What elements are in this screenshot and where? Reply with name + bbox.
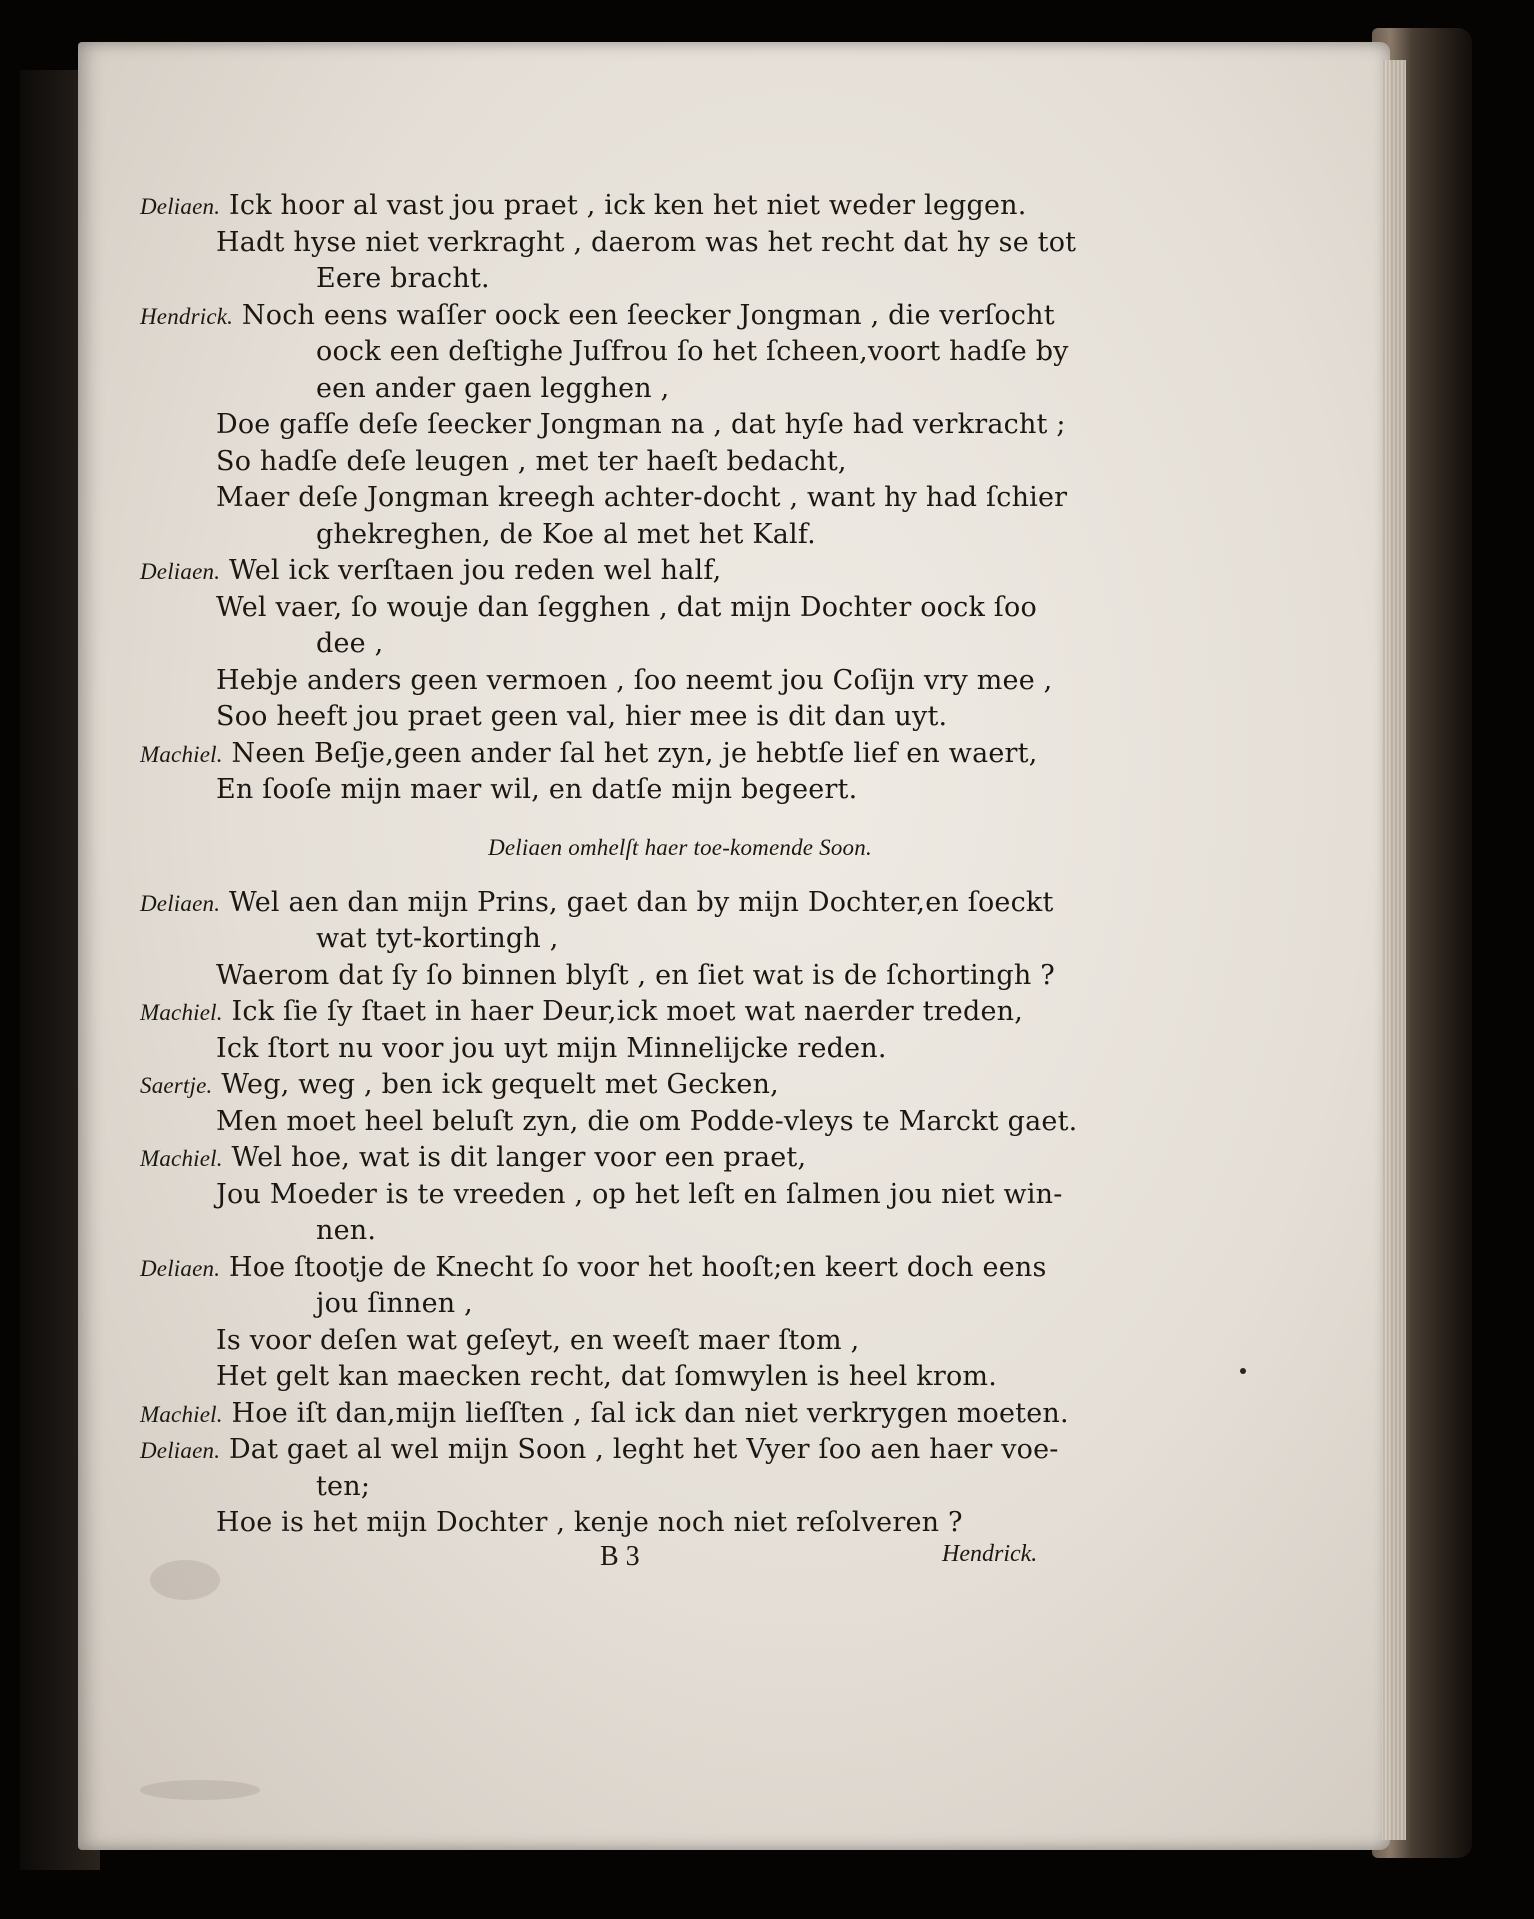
dialogue: ghekreghen, de Koe al met het Kalf. xyxy=(316,518,816,550)
dialogue: nen. xyxy=(316,1215,377,1246)
dialogue: Hebje anders geen vermoen , ſoo neemt jou Coſijn vry mee , xyxy=(216,664,1053,696)
dialogue: Maer deſe Jongman kreegh achter-docht , want hy had ſchier xyxy=(216,482,1068,513)
speaker-name: Deliaen. xyxy=(140,194,221,219)
speaker-name: Deliaen. xyxy=(140,559,221,584)
speaker-name: Machiel. xyxy=(140,741,223,767)
dialogue: Soo heeft jou praet geen val, hier mee is dit dan uyt. xyxy=(216,701,948,732)
text-line xyxy=(140,444,1140,481)
dialogue: dee , xyxy=(316,628,384,659)
text-line xyxy=(140,407,1140,444)
dialogue: ten; xyxy=(316,1470,371,1502)
text-line xyxy=(140,261,1140,298)
text-line xyxy=(140,371,1140,408)
text-line xyxy=(140,1140,1140,1177)
dialogue: een ander gaen legghen , xyxy=(316,372,670,404)
text-line xyxy=(140,958,1140,995)
dialogue: Hadt hyse niet verkraght , daerom was het recht dat hy se tot xyxy=(216,226,1077,258)
stain xyxy=(140,1780,260,1800)
dialogue: Wel ick verſtaen jou reden wel half, xyxy=(220,555,722,586)
speaker-name: Deliaen. xyxy=(140,1438,221,1463)
text-line xyxy=(140,626,1140,663)
dialogue: Hoe iſt dan,mijn lieſſten , ſal ick dan niet verkrygen moeten. xyxy=(222,1397,1069,1429)
text-line xyxy=(140,1213,1140,1250)
dialogue: oock een deſtighe Juſfrou ſo het ſcheen,voort hadſe by xyxy=(316,336,1069,367)
catchword: Hendrick. xyxy=(942,1541,1038,1567)
dialogue: Jou Moeder is te vreeden , op het leſt en ſalmen jou niet win- xyxy=(216,1178,1063,1210)
text-line xyxy=(140,553,1140,590)
text-line xyxy=(140,885,1140,922)
text-line xyxy=(140,225,1140,262)
page-edges xyxy=(1382,60,1406,1840)
dialogue: En ſooſe mijn maer wil, en datſe mijn begeert. xyxy=(216,774,858,805)
text-line xyxy=(140,1031,1140,1068)
ink-speck xyxy=(1240,1368,1246,1374)
text-line xyxy=(140,1505,1140,1542)
dialogue: wat tyt-kortingh , xyxy=(316,923,559,954)
signature-mark: B 3 xyxy=(600,1541,640,1572)
dialogue: Noch eens waſſer oock een ſeecker Jongman , die verſocht xyxy=(233,299,1055,331)
speaker-name: Machiel. xyxy=(140,1146,223,1171)
text-line xyxy=(140,699,1140,736)
dialogue: Ick hoor al vast jou praet , ick ken het niet weder leggen. xyxy=(220,190,1027,221)
text-line xyxy=(140,1396,1140,1433)
dialogue: Hoe is het mijn Dochter , kenje noch niet reſolveren ? xyxy=(216,1507,963,1538)
text-line xyxy=(140,921,1140,958)
speaker-name: Machiel. xyxy=(140,1000,223,1025)
dialogue: jou ſinnen , xyxy=(316,1288,473,1319)
dialogue: So hadſe deſe leugen , met ter haeſt bedacht, xyxy=(216,445,847,477)
dialogue: Wel hoe, wat is dit langer voor een praet, xyxy=(222,1142,807,1173)
dialogue: Dat gaet al wel mijn Soon , leght het Vyer ſoo aen haer voe- xyxy=(220,1434,1059,1465)
play-text xyxy=(140,188,1140,1542)
dialogue: Waerom dat ſy ſo binnen blyſt , en ſiet wat is de ſchortingh ? xyxy=(216,959,1055,991)
dialogue: Het gelt kan maecken recht, dat ſomwylen is heel krom. xyxy=(216,1361,997,1392)
text-line xyxy=(140,517,1140,554)
text-line xyxy=(140,590,1140,627)
stain xyxy=(150,1560,220,1600)
text-line xyxy=(140,1250,1140,1287)
text-line xyxy=(140,1286,1140,1323)
dialogue: Wel aen dan mijn Prins, gaet dan by mijn Dochter,en ſoeckt xyxy=(220,886,1054,918)
text-line xyxy=(140,1177,1140,1214)
text-line xyxy=(140,1432,1140,1469)
dialogue: Is voor deſen wat geſeyt, en weeſt maer ſtom , xyxy=(216,1324,860,1356)
text-line xyxy=(140,772,1140,809)
text-line xyxy=(140,1067,1140,1104)
dialogue: Men moet heel beluſt zyn, die om Podde-vleys te Marckt gaet. xyxy=(216,1105,1078,1137)
speaker-name: Saertje. xyxy=(140,1073,213,1098)
text-line xyxy=(140,663,1140,700)
dialogue: Neen Beſje,geen ander ſal het zyn, je hebtſe lief en waert, xyxy=(222,737,1038,769)
dialogue: Doe gafſe deſe ſeecker Jongman na , dat hyſe had verkracht ; xyxy=(216,409,1066,440)
dialogue: Ick ſie ſy ſtaet in haer Deur,ick moet wat naerder treden, xyxy=(222,996,1024,1027)
text-line xyxy=(140,334,1140,371)
speaker-name: Deliaen. xyxy=(140,1255,221,1281)
dialogue: Hoe ſtootje de Knecht ſo voor het hooſt;en keert doch eens xyxy=(220,1251,1047,1283)
text-line xyxy=(140,994,1140,1031)
text-line xyxy=(140,1469,1140,1506)
dialogue: Ick ſtort nu voor jou uyt mijn Minnelijcke reden. xyxy=(216,1032,887,1064)
text-line xyxy=(140,298,1140,335)
text-line xyxy=(140,1104,1140,1141)
text-line xyxy=(140,1323,1140,1360)
stage-direction: Deliaen omhelſt haer toe-komende Soon. xyxy=(488,834,872,860)
speaker-name: Hendrick. xyxy=(140,303,234,329)
text-line xyxy=(140,1359,1140,1396)
text-line xyxy=(140,736,1140,773)
text-line xyxy=(140,188,1140,225)
dialogue: Weg, weg , ben ick gequelt met Gecken, xyxy=(212,1069,779,1100)
speaker-name: Machiel. xyxy=(140,1401,223,1427)
dialogue: Eere bracht. xyxy=(316,263,490,294)
speaker-name: Deliaen. xyxy=(140,890,221,916)
text-line xyxy=(140,480,1140,517)
dialogue: Wel vaer, ſo wouje dan ſegghen , dat mijn Dochter oock ſoo xyxy=(216,591,1037,623)
